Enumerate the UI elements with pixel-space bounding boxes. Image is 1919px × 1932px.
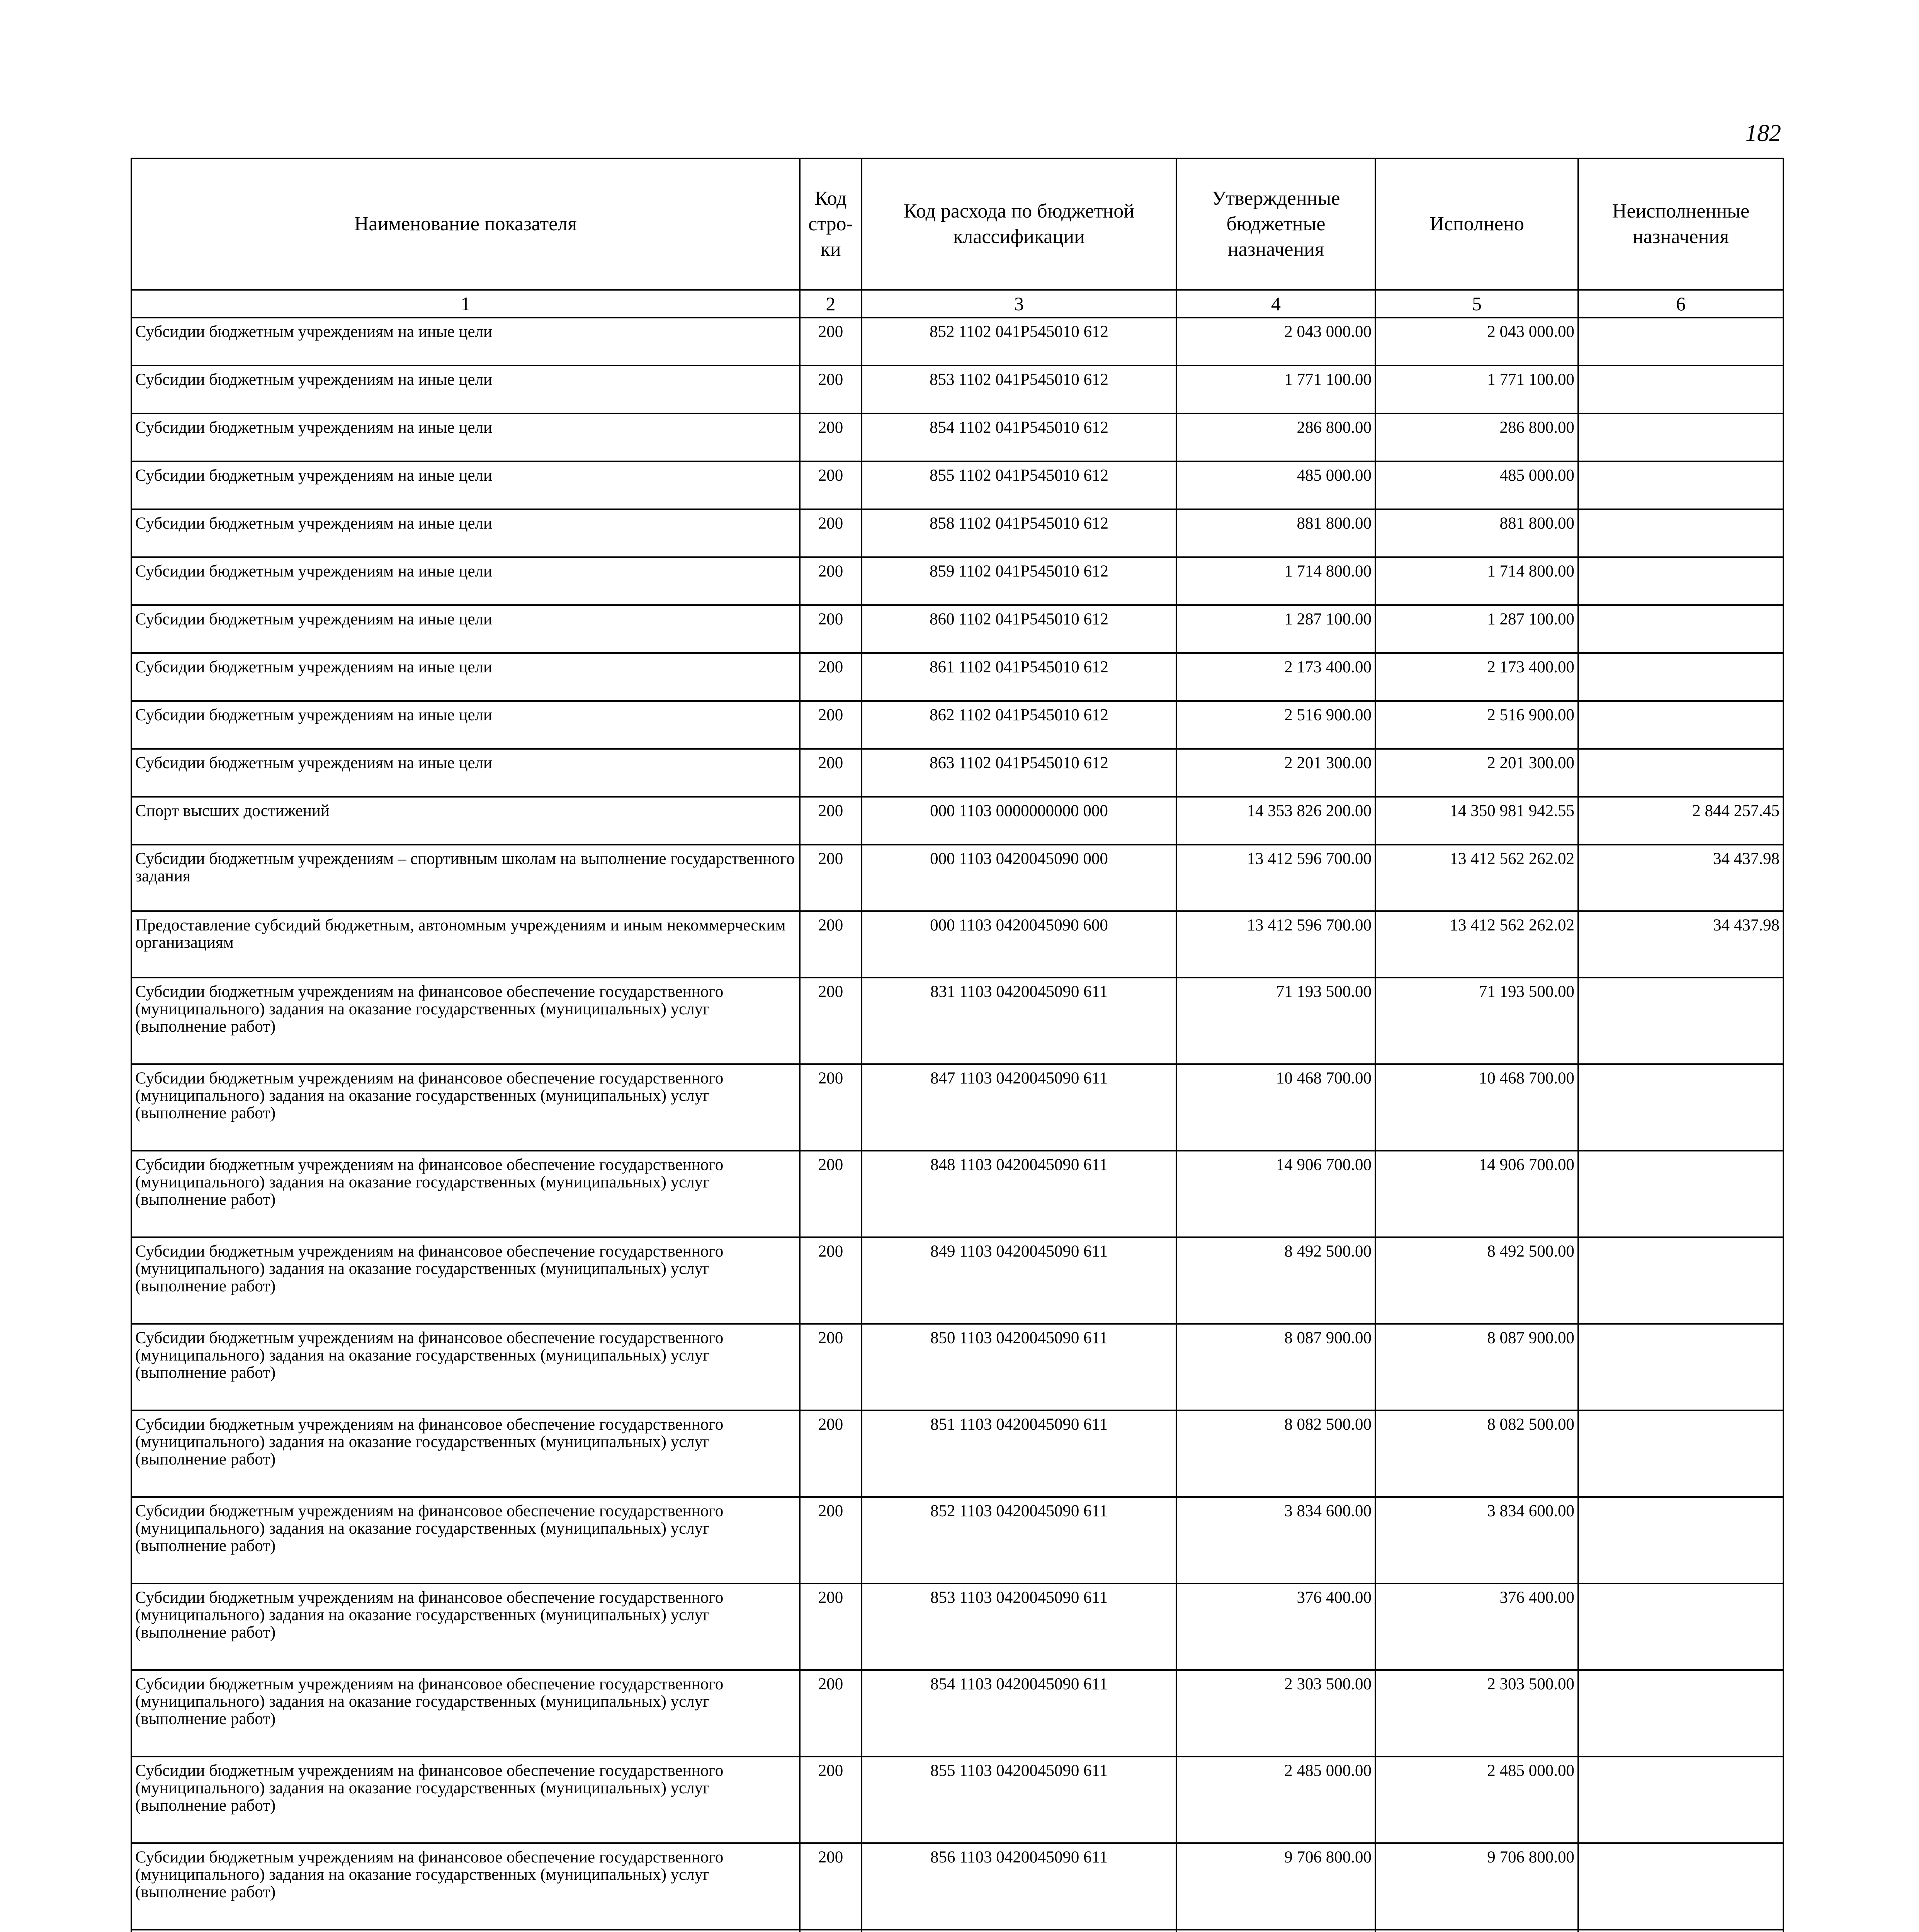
line-code-cell: 200	[800, 653, 862, 701]
table-row	[131, 1497, 1783, 1583]
approved-amount-cell: 2 043 000.00	[1176, 318, 1375, 366]
unexecuted-amount-cell	[1578, 701, 1783, 749]
executed-amount-cell: 14 350 981 942.55	[1375, 797, 1578, 845]
expense-code-cell	[862, 1930, 1176, 1932]
table-row	[131, 749, 1783, 797]
table-row	[131, 797, 1783, 845]
approved-amount-cell: 2 201 300.00	[1176, 749, 1375, 797]
approved-amount-cell: 286 800.00	[1176, 413, 1375, 461]
header-line-code: Код стро- ки	[800, 158, 862, 290]
line-code-cell: 200	[800, 1237, 862, 1324]
line-code-cell: 200	[800, 978, 862, 1064]
line-code-cell: 200	[800, 413, 862, 461]
indicator-name-cell: Субсидии бюджетным учреждениям на финансовое обеспечение государственного (муниципального) задания на оказание государственных (муниципальных) услуг (выполнение работ)	[131, 1410, 800, 1497]
unexecuted-amount-cell: 34 437.98	[1578, 845, 1783, 911]
expense-code-cell: 856 1103 0420045090 611	[862, 1843, 1176, 1930]
expense-code-cell: 854 1102 041P545010 612	[862, 413, 1176, 461]
table-row	[131, 1064, 1783, 1151]
expense-code-cell: 853 1103 0420045090 611	[862, 1583, 1176, 1670]
approved-amount-cell: 13 412 596 700.00	[1176, 911, 1375, 978]
expense-code-cell: 852 1102 041P545010 612	[862, 318, 1176, 366]
expense-code-cell: 862 1102 041P545010 612	[862, 701, 1176, 749]
expense-code-cell: 854 1103 0420045090 611	[862, 1670, 1176, 1757]
table-row	[131, 413, 1783, 461]
table-row	[131, 1237, 1783, 1324]
expense-code-cell: 000 1103 0420045090 000	[862, 845, 1176, 911]
indicator-name-cell: Субсидии бюджетным учреждениям на финансовое обеспечение государственного (муниципального) задания на оказание государственных (муниципальных) услуг (выполнение работ)	[131, 1064, 800, 1151]
approved-amount-cell: 2 516 900.00	[1176, 701, 1375, 749]
line-code-cell: 200	[800, 557, 862, 605]
table-row	[131, 509, 1783, 557]
expense-code-cell: 000 1103 0000000000 000	[862, 797, 1176, 845]
expense-code-cell: 853 1102 041P545010 612	[862, 366, 1176, 413]
expense-code-cell: 849 1103 0420045090 611	[862, 1237, 1176, 1324]
executed-amount-cell: 8 082 500.00	[1375, 1410, 1578, 1497]
expense-code-cell: 000 1103 0420045090 600	[862, 911, 1176, 978]
indicator-name-cell: Субсидии бюджетным учреждениям на финансовое обеспечение государственного (муниципального) задания на оказание государственных (муниципальных) услуг (выполнение работ)	[131, 978, 800, 1064]
approved-amount-cell: 10 468 700.00	[1176, 1064, 1375, 1151]
table-row	[131, 1757, 1783, 1843]
unexecuted-amount-cell	[1578, 1324, 1783, 1410]
indicator-name-cell: Субсидии бюджетным учреждениям – спортивным школам на выполнение государственного задания	[131, 845, 800, 911]
expense-code-cell: 855 1102 041P545010 612	[862, 461, 1176, 509]
executed-amount-cell	[1375, 1930, 1578, 1932]
line-code-cell: 200	[800, 845, 862, 911]
table-row	[131, 1930, 1783, 1932]
line-code-cell: 200	[800, 366, 862, 413]
table-row	[131, 557, 1783, 605]
budget-execution-table	[131, 158, 1784, 1932]
indicator-name-cell: Субсидии бюджетным учреждениям на финансовое обеспечение государственного (муниципального) задания на оказание государственных (муниципальных) услуг (выполнение работ)	[131, 1843, 800, 1930]
expense-code-cell: 858 1102 041P545010 612	[862, 509, 1176, 557]
table-row	[131, 1151, 1783, 1237]
unexecuted-amount-cell	[1578, 1064, 1783, 1151]
line-code-cell: 200	[800, 1670, 862, 1757]
table-row	[131, 1410, 1783, 1497]
executed-amount-cell: 1 714 800.00	[1375, 557, 1578, 605]
expense-code-cell: 852 1103 0420045090 611	[862, 1497, 1176, 1583]
executed-amount-cell: 286 800.00	[1375, 413, 1578, 461]
unexecuted-amount-cell	[1578, 1583, 1783, 1670]
indicator-name-cell: Предоставление субсидий бюджетным, автономным учреждениям и иным некоммерческим организациям	[131, 911, 800, 978]
line-code-cell: 200	[800, 1324, 862, 1410]
line-code-cell: 200	[800, 1410, 862, 1497]
indicator-name-cell: Субсидии бюджетным учреждениям на финансовое обеспечение государственного (муниципального) задания на оказание государственных (муниципальных) услуг (выполнение работ)	[131, 1670, 800, 1757]
indicator-name-cell: Субсидии бюджетным учреждениям на иные цели	[131, 318, 800, 366]
executed-amount-cell: 13 412 562 262.02	[1375, 911, 1578, 978]
line-code-cell: 200	[800, 701, 862, 749]
approved-amount-cell: 1 714 800.00	[1176, 557, 1375, 605]
table-row	[131, 978, 1783, 1064]
table-row	[131, 911, 1783, 978]
column-number: 5	[1375, 290, 1578, 318]
executed-amount-cell: 2 485 000.00	[1375, 1757, 1578, 1843]
table-row	[131, 605, 1783, 653]
indicator-name-cell: Субсидии бюджетным учреждениям на иные цели	[131, 413, 800, 461]
executed-amount-cell: 9 706 800.00	[1375, 1843, 1578, 1930]
unexecuted-amount-cell	[1578, 749, 1783, 797]
approved-amount-cell: 881 800.00	[1176, 509, 1375, 557]
executed-amount-cell: 71 193 500.00	[1375, 978, 1578, 1064]
approved-amount-cell	[1176, 1930, 1375, 1932]
indicator-name-cell: Субсидии бюджетным учреждениям на иные цели	[131, 605, 800, 653]
expense-code-cell: 859 1102 041P545010 612	[862, 557, 1176, 605]
approved-amount-cell: 8 082 500.00	[1176, 1410, 1375, 1497]
indicator-name-cell: Субсидии бюджетным учреждениям на иные цели	[131, 509, 800, 557]
table-row	[131, 1324, 1783, 1410]
column-number: 2	[800, 290, 862, 318]
table-row	[131, 318, 1783, 366]
table-row	[131, 653, 1783, 701]
table-row	[131, 461, 1783, 509]
executed-amount-cell: 881 800.00	[1375, 509, 1578, 557]
indicator-name-cell	[131, 1930, 800, 1932]
indicator-name-cell: Субсидии бюджетным учреждениям на финансовое обеспечение государственного (муниципального) задания на оказание государственных (муниципальных) услуг (выполнение работ)	[131, 1324, 800, 1410]
table-row	[131, 1583, 1783, 1670]
unexecuted-amount-cell: 34 437.98	[1578, 911, 1783, 978]
approved-amount-cell: 1 771 100.00	[1176, 366, 1375, 413]
unexecuted-amount-cell	[1578, 1151, 1783, 1237]
indicator-name-cell: Субсидии бюджетным учреждениям на финансовое обеспечение государственного (муниципального) задания на оказание государственных (муниципальных) услуг (выполнение работ)	[131, 1237, 800, 1324]
approved-amount-cell: 2 173 400.00	[1176, 653, 1375, 701]
expense-code-cell: 861 1102 041P545010 612	[862, 653, 1176, 701]
unexecuted-amount-cell	[1578, 1237, 1783, 1324]
header-executed: Исполнено	[1375, 158, 1578, 290]
indicator-name-cell: Субсидии бюджетным учреждениям на финансовое обеспечение государственного (муниципального) задания на оказание государственных (муниципальных) услуг (выполнение работ)	[131, 1583, 800, 1670]
approved-amount-cell: 13 412 596 700.00	[1176, 845, 1375, 911]
indicator-name-cell: Субсидии бюджетным учреждениям на иные цели	[131, 557, 800, 605]
header-indicator-name: Наименование показателя	[131, 158, 800, 290]
header-unexecuted: Неисполненные назначения	[1578, 158, 1783, 290]
unexecuted-amount-cell	[1578, 1670, 1783, 1757]
approved-amount-cell: 71 193 500.00	[1176, 978, 1375, 1064]
unexecuted-amount-cell	[1578, 978, 1783, 1064]
indicator-name-cell: Субсидии бюджетным учреждениям на иные цели	[131, 749, 800, 797]
indicator-name-cell: Субсидии бюджетным учреждениям на финансовое обеспечение государственного (муниципального) задания на оказание государственных (муниципальных) услуг (выполнение работ)	[131, 1757, 800, 1843]
line-code-cell: 200	[800, 461, 862, 509]
expense-code-cell: 848 1103 0420045090 611	[862, 1151, 1176, 1237]
executed-amount-cell: 13 412 562 262.02	[1375, 845, 1578, 911]
approved-amount-cell: 485 000.00	[1176, 461, 1375, 509]
line-code-cell: 200	[800, 1757, 862, 1843]
approved-amount-cell: 14 906 700.00	[1176, 1151, 1375, 1237]
table-header-row	[131, 158, 1783, 290]
unexecuted-amount-cell	[1578, 1497, 1783, 1583]
indicator-name-cell: Спорт высших достижений	[131, 797, 800, 845]
table-row	[131, 366, 1783, 413]
indicator-name-cell: Субсидии бюджетным учреждениям на иные цели	[131, 461, 800, 509]
indicator-name-cell: Субсидии бюджетным учреждениям на иные цели	[131, 653, 800, 701]
executed-amount-cell: 10 468 700.00	[1375, 1064, 1578, 1151]
executed-amount-cell: 8 492 500.00	[1375, 1237, 1578, 1324]
line-code-cell: 200	[800, 911, 862, 978]
approved-amount-cell: 376 400.00	[1176, 1583, 1375, 1670]
table-row	[131, 1670, 1783, 1757]
unexecuted-amount-cell	[1578, 557, 1783, 605]
column-number: 4	[1176, 290, 1375, 318]
table-row	[131, 701, 1783, 749]
table-row	[131, 845, 1783, 911]
approved-amount-cell: 14 353 826 200.00	[1176, 797, 1375, 845]
header-expense-code: Код расхода по бюджетной классификации	[862, 158, 1176, 290]
executed-amount-cell: 2 303 500.00	[1375, 1670, 1578, 1757]
column-number: 6	[1578, 290, 1783, 318]
approved-amount-cell: 8 087 900.00	[1176, 1324, 1375, 1410]
executed-amount-cell: 14 906 700.00	[1375, 1151, 1578, 1237]
approved-amount-cell: 2 303 500.00	[1176, 1670, 1375, 1757]
unexecuted-amount-cell	[1578, 1757, 1783, 1843]
indicator-name-cell: Субсидии бюджетным учреждениям на финансовое обеспечение государственного (муниципального) задания на оказание государственных (муниципальных) услуг (выполнение работ)	[131, 1151, 800, 1237]
line-code-cell: 200	[800, 509, 862, 557]
page-number: 182	[1745, 120, 1781, 146]
line-code-cell: 200	[800, 1583, 862, 1670]
unexecuted-amount-cell	[1578, 461, 1783, 509]
executed-amount-cell: 1 771 100.00	[1375, 366, 1578, 413]
approved-amount-cell: 9 706 800.00	[1176, 1843, 1375, 1930]
approved-amount-cell: 2 485 000.00	[1176, 1757, 1375, 1843]
line-code-cell: 200	[800, 605, 862, 653]
unexecuted-amount-cell	[1578, 653, 1783, 701]
executed-amount-cell: 2 201 300.00	[1375, 749, 1578, 797]
executed-amount-cell: 2 043 000.00	[1375, 318, 1578, 366]
column-number: 1	[131, 290, 800, 318]
executed-amount-cell: 2 516 900.00	[1375, 701, 1578, 749]
indicator-name-cell: Субсидии бюджетным учреждениям на иные цели	[131, 701, 800, 749]
line-code-cell: 200	[800, 1064, 862, 1151]
expense-code-cell: 850 1103 0420045090 611	[862, 1324, 1176, 1410]
line-code-cell: 200	[800, 318, 862, 366]
line-code-cell: 200	[800, 1497, 862, 1583]
line-code-cell: 200	[800, 1151, 862, 1237]
unexecuted-amount-cell	[1578, 1410, 1783, 1497]
line-code-cell: 200	[800, 749, 862, 797]
unexecuted-amount-cell	[1578, 605, 1783, 653]
executed-amount-cell: 2 173 400.00	[1375, 653, 1578, 701]
indicator-name-cell: Субсидии бюджетным учреждениям на иные цели	[131, 366, 800, 413]
unexecuted-amount-cell	[1578, 413, 1783, 461]
executed-amount-cell: 485 000.00	[1375, 461, 1578, 509]
unexecuted-amount-cell	[1578, 1930, 1783, 1932]
unexecuted-amount-cell	[1578, 509, 1783, 557]
table-row	[131, 1843, 1783, 1930]
expense-code-cell: 860 1102 041P545010 612	[862, 605, 1176, 653]
line-code-cell	[800, 1930, 862, 1932]
approved-amount-cell: 3 834 600.00	[1176, 1497, 1375, 1583]
line-code-cell: 200	[800, 1843, 862, 1930]
header-approved: Утвержденные бюджетные назначения	[1176, 158, 1375, 290]
executed-amount-cell: 3 834 600.00	[1375, 1497, 1578, 1583]
executed-amount-cell: 376 400.00	[1375, 1583, 1578, 1670]
unexecuted-amount-cell	[1578, 366, 1783, 413]
unexecuted-amount-cell: 2 844 257.45	[1578, 797, 1783, 845]
line-code-cell: 200	[800, 797, 862, 845]
unexecuted-amount-cell	[1578, 1843, 1783, 1930]
approved-amount-cell: 8 492 500.00	[1176, 1237, 1375, 1324]
executed-amount-cell: 1 287 100.00	[1375, 605, 1578, 653]
expense-code-cell: 847 1103 0420045090 611	[862, 1064, 1176, 1151]
expense-code-cell: 851 1103 0420045090 611	[862, 1410, 1176, 1497]
column-number: 3	[862, 290, 1176, 318]
expense-code-cell: 863 1102 041P545010 612	[862, 749, 1176, 797]
column-number-row	[131, 290, 1783, 318]
table-body	[131, 318, 1783, 1932]
indicator-name-cell: Субсидии бюджетным учреждениям на финансовое обеспечение государственного (муниципального) задания на оказание государственных (муниципальных) услуг (выполнение работ)	[131, 1497, 800, 1583]
expense-code-cell: 855 1103 0420045090 611	[862, 1757, 1176, 1843]
executed-amount-cell: 8 087 900.00	[1375, 1324, 1578, 1410]
unexecuted-amount-cell	[1578, 318, 1783, 366]
expense-code-cell: 831 1103 0420045090 611	[862, 978, 1176, 1064]
approved-amount-cell: 1 287 100.00	[1176, 605, 1375, 653]
